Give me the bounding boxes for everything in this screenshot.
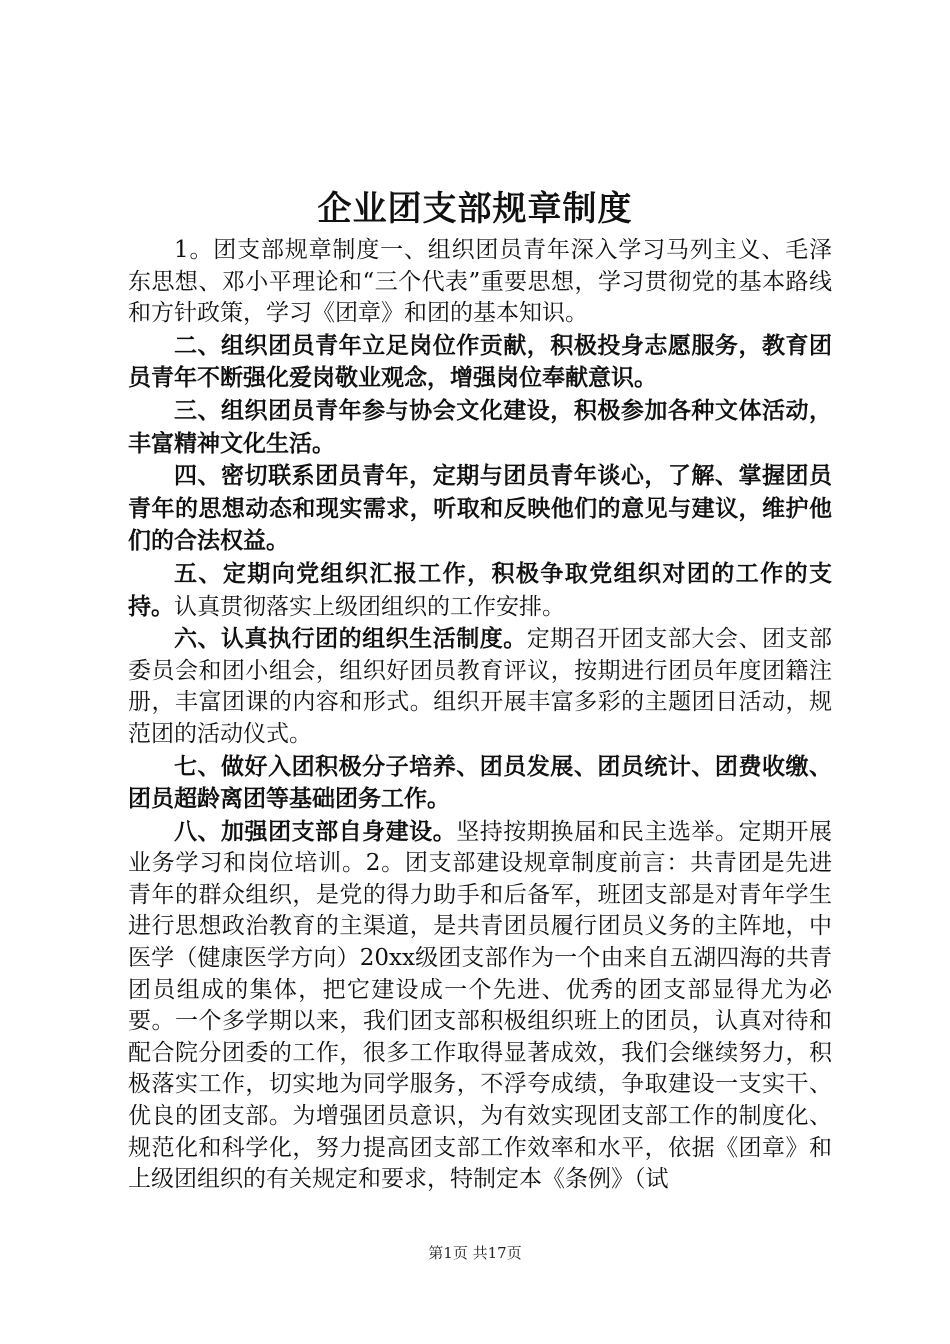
page-total: 共17页 (472, 1244, 522, 1262)
paragraph-1 (128, 234, 832, 330)
paragraph-5 (128, 558, 832, 623)
paragraph-6-text: 定期召开团支部大会、团支部委员会和团小组会，组织好团员教育评议，按期进行团员年度团籍注册，丰富团课的内容和形式。组织开展丰富多彩的主题团日活动，规范团的活动仪式。 (128, 626, 833, 747)
document-title: 企业团支部规章制度 (317, 189, 633, 229)
paragraph-4-bold: 四、密切联系团员青年，定期与团员青年谈心，了解、掌握团员青年的思想动态和现实需求，听取和反映他们的意见与建议，维护他们的合法权益。 (128, 462, 832, 555)
page-number: 第1页 (428, 1244, 468, 1262)
paragraph-3 (128, 395, 832, 460)
paragraph-3-bold: 三、组织团员青年参与协会文化建设，积极参加各种文体活动，丰富精神文化生活。 (128, 396, 832, 457)
paragraph-2-bold: 二、组织团员青年立足岗位作贡献，积极投身志愿服务，教育团员青年不断强化爱岗敬业观念，增强岗位奉献意识。 (128, 331, 832, 392)
paragraph-6-bold: 六、认真执行团的组织生活制度。 (174, 625, 527, 653)
paragraph-1-text: 1。团支部规章制度一、组织团员青年深入学习马列主义、毛泽东思想、邓小平理论和“三个代表”重要思想，学习贯彻党的基本路线和方针政策，学习《团章》和团的基本知识。 (128, 237, 832, 327)
paragraph-6 (128, 623, 832, 750)
paragraph-2 (128, 330, 832, 395)
page-footer (0, 1243, 950, 1263)
paragraph-8-bold: 八、加强团支部自身建设。 (174, 817, 457, 845)
paragraph-8-text: 坚持按期换届和民主选举。定期开展业务学习和岗位培训。2。团支部建设规章制度前言：共青团是先进青年的群众组织，是党的得力助手和后备军，班团支部是对青年学生进行思想政治教育的主渠道，是共青团员履行团员义务的主阵地，中医学（健康医学方向）20xx级团支部作为一个由来自五湖四海的共青团员组成的集体，把它建设成一个先进、优秀的团支部显得尤为必要。一个多学期以来，我们团支部积极组织班上的团员，认真对待和配合院分团委的工作，很多工作取得显著成效，我们会继续努力，积极落实工作，切实地为同学服务，不浮夸成绩，争取建设一支实干、优良的团支部。为增强团员意识，为有效实现团支部工作的制度化、规范化和科学化，努力提高团支部工作效率和水平，依据《团章》和上级团组织的有关规定和要求，特制定本《条例》（试 (128, 818, 833, 1193)
document-body (128, 234, 832, 1196)
paragraph-8 (128, 816, 832, 1196)
paragraph-5-bold: 五、定期向党组织汇报工作，积极争取党组织对团的工作的支持。 (128, 559, 832, 620)
paragraph-7-bold: 七、做好入团积极分子培养、团员发展、团员统计、团费收缴、团员超龄离团等基础团务工作。 (128, 752, 832, 813)
paragraph-5-text: 认真贯彻落实上级团组织的工作安排。 (174, 593, 565, 620)
paragraph-4 (128, 460, 832, 558)
paragraph-7 (128, 751, 832, 816)
